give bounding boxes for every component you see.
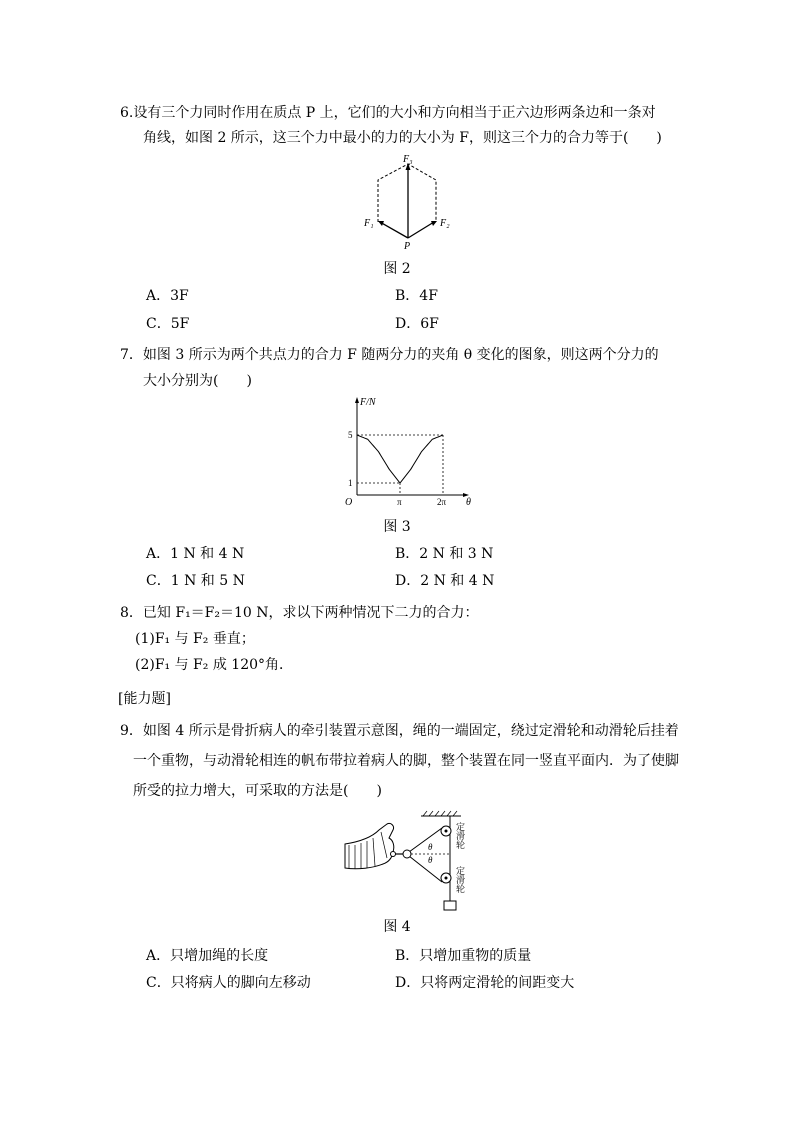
top-pulley-axle — [445, 830, 448, 833]
label-p: P — [404, 241, 411, 252]
q6-option-b[interactable]: B．4F — [395, 288, 438, 304]
ceiling-hatch — [423, 811, 457, 816]
rope-lower — [409, 856, 442, 882]
svg-text:定滑轮: 定滑轮 — [454, 822, 464, 849]
resultant-force-curve — [357, 435, 443, 483]
patient-foot — [345, 823, 394, 868]
q9-text-line1: 9．如图 4 所示是骨折病人的牵引装置示意图，绳的一端固定，绕过定滑轮和动滑轮后挂着 — [120, 723, 679, 739]
q6-text-line1: 6.设有三个力同时作用在质点 P 上，它们的大小和方向相当于正六边形两条边和一条对 — [120, 105, 656, 121]
label-f2: F₂ — [440, 218, 450, 229]
section-heading: [能力题] — [118, 691, 171, 707]
q9-option-a[interactable]: A．只增加绳的长度 — [146, 948, 269, 964]
q6-option-c[interactable]: C．5F — [146, 316, 190, 332]
y-axis-label: F/N — [360, 397, 376, 408]
q8-text-line3: (2)F₁ 与 F₂ 成 120°角． — [135, 657, 294, 673]
rope-upper — [409, 828, 442, 852]
q7-text-line1: 7．如图 3 所示为两个共点力的合力 F 随两分力的夹角 θ 变化的图象，则这两个分力的 — [120, 347, 659, 363]
traction-device-diagram — [343, 808, 478, 911]
q9-text-line3: 所受的拉力增大，可采取的方法是( ) — [133, 783, 382, 799]
q8-text-line1: 8．已知 F₁＝F₂＝10 N，求以下两种情况下二力的合力： — [120, 605, 479, 621]
y-tick-label: 5 — [348, 430, 353, 440]
top-pulley-label — [454, 821, 465, 849]
q6-option-d[interactable]: D．6F — [395, 316, 439, 332]
weight-block — [444, 901, 456, 910]
figure-4-caption: 图 4 — [383, 919, 411, 935]
bottom-pulley-label — [454, 865, 465, 893]
bottom-pulley-axle — [445, 877, 448, 880]
q7-option-d[interactable]: D．2 N 和 4 N — [395, 573, 495, 589]
force-vs-angle-chart — [340, 395, 480, 510]
force-f1-arrow — [380, 222, 408, 238]
figure-2-caption: 图 2 — [383, 261, 411, 277]
hexagon-force-diagram — [360, 152, 450, 252]
y-axis-arrowhead — [355, 397, 359, 403]
svg-text:定滑轮: 定滑轮 — [454, 866, 464, 893]
q6-option-a[interactable]: A．3F — [146, 288, 189, 304]
q7-option-a[interactable]: A．1 N 和 4 N — [146, 546, 245, 562]
q9-option-d[interactable]: D．只将两定滑轮的间距变大 — [395, 975, 575, 991]
q6-text-line2: 角线，如图 2 所示，这三个力中最小的力的大小为 F，则这三个力的合力等于( ) — [143, 130, 662, 146]
moving-pulley — [403, 850, 411, 858]
hexagon-dashed-edges — [378, 164, 436, 222]
y-tick-label: 1 — [348, 478, 353, 488]
q9-option-c[interactable]: C．只将病人的脚向左移动 — [146, 975, 311, 991]
origin-label: O — [345, 497, 353, 508]
q7-text-line2: 大小分别为( ) — [143, 373, 252, 389]
figure-3-caption: 图 3 — [383, 519, 411, 535]
label-f3: F₃ — [403, 154, 413, 165]
q8-text-line2: (1)F₁ 与 F₂ 垂直； — [135, 631, 255, 647]
x-tick-label: π — [397, 497, 402, 507]
q9-option-b[interactable]: B．只增加重物的质量 — [395, 948, 532, 964]
q9-text-line2: 一个重物，与动滑轮相连的帆布带拉着病人的脚，整个装置在同一竖直平面内．为了使脚 — [133, 753, 679, 769]
force-f2-arrow — [408, 222, 434, 238]
strap-ring — [391, 852, 396, 857]
label-f1: F₁ — [364, 218, 374, 229]
x-tick-label: 2π — [437, 497, 447, 507]
theta-label-upper: θ — [428, 842, 433, 852]
q7-option-b[interactable]: B．2 N 和 3 N — [395, 546, 494, 562]
theta-label-lower: θ — [428, 855, 433, 865]
q7-option-c[interactable]: C．1 N 和 5 N — [146, 573, 245, 589]
x-axis-label: θ — [466, 497, 471, 508]
